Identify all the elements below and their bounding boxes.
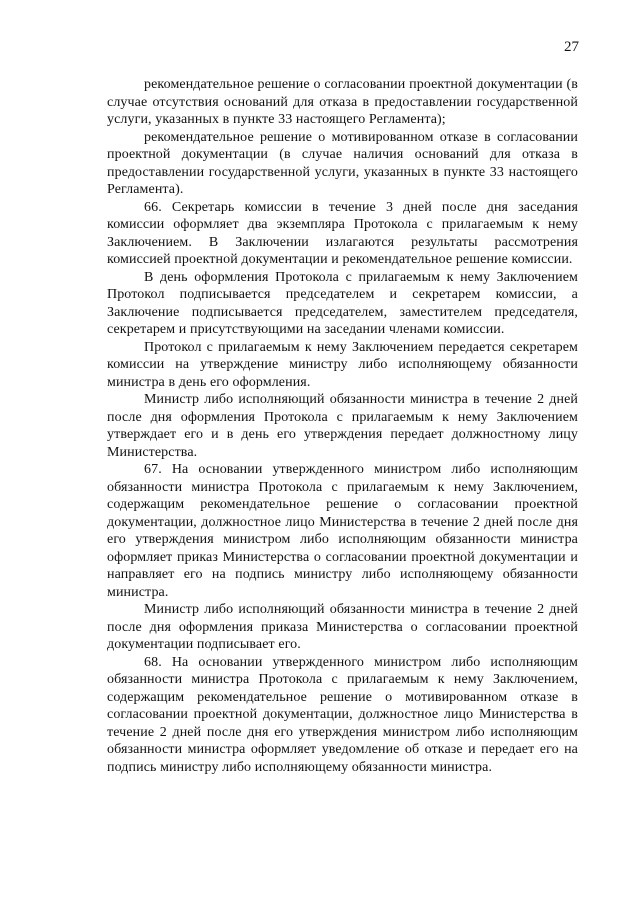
- paragraph-recommendation-approval: рекомендательное решение о согласовании проектной документации (в случае отсутствия оснований для отказа в предоставлении государственной услуги, указанных в пункте 33 настоящего Регламента);: [107, 77, 578, 127]
- document-body: [107, 76, 578, 776]
- paragraph-protocol-signing: В день оформления Протокола с прилагаемым к нему Заключением Протокол подписывается председателем и секретарем комиссии, а Заключение подписывается председателем, заместителем председателя, секретарем и присутствующими на заседании членами комиссии.: [107, 269, 578, 337]
- paragraph-order-signing: Министр либо исполняющий обязанности министра в течение 2 дней после дня оформления приказа Министерства о согласовании проектной документации подписывает его.: [107, 602, 578, 652]
- paragraph-67: 67. На основании утвержденного министром либо исполняющим обязанности министра Протокола с прилагаемым к нему Заключением, содержащим рекомендательное решение о согласовании проектной документации, должностное лицо Министерства в течение 2 дней после дня его утверждения министром либо исполняющим обязанности министра оформляет приказ Министерства о согласовании проектной документации и направляет его на подпись министру либо исполняющему обязанности министра.: [107, 462, 578, 600]
- page-number: 27: [564, 39, 579, 55]
- paragraph-recommendation-refusal: рекомендательное решение о мотивированном отказе в согласовании проектной документации (в случае наличия оснований для отказа в предоставлении государственной услуги, указанных в пункте 33 настоящего Регламента).: [107, 129, 578, 197]
- paragraph-68: 68. На основании утвержденного министром либо исполняющим обязанности министра Протокола с прилагаемым к нему Заключением, содержащим рекомендательное решение о мотивированном отказе в согласовании проектной документации, должностное лицо Министерства в течение 2 дней после дня его утверждения министром либо исполняющим обязанности министра оформляет уведомление об отказе и передает его на подпись министру либо исполняющему обязанности министра.: [107, 654, 578, 775]
- paragraph-66: 66. Секретарь комиссии в течение 3 дней после дня заседания комиссии оформляет два экземпляра Протокола с прилагаемым к нему Заключением. В Заключении излагаются результаты рассмотрения комиссией проектной документации и рекомендательное решение комиссии.: [107, 199, 578, 267]
- paragraph-minister-approval: Министр либо исполняющий обязанности министра в течение 2 дней после дня оформления Протокола с прилагаемым к нему Заключением утверждает его и в день его утверждения передает должностному лицу Министерства.: [107, 392, 578, 460]
- paragraph-protocol-transfer: Протокол с прилагаемым к нему Заключением передается секретарем комиссии на утверждение министру либо исполняющему обязанности министра в день его оформления.: [107, 339, 578, 390]
